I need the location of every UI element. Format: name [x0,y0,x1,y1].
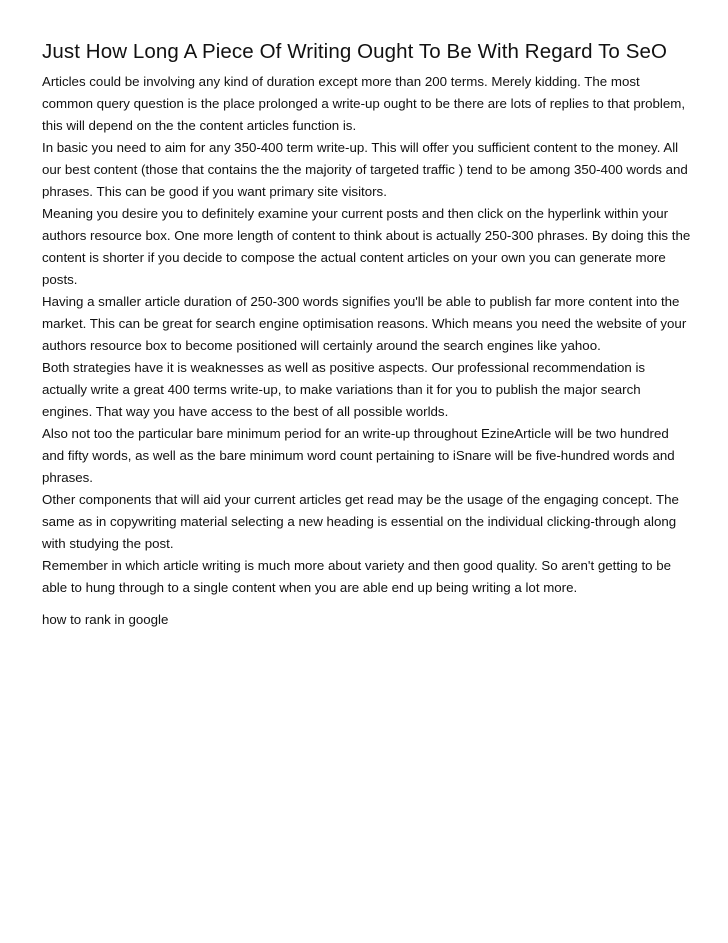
paragraph: Other components that will aid your current articles get read may be the usage of the engaging concept. The same as in copywriting material selecting a new heading is essential on the individual clicking-through along with studying the post. [42,492,679,551]
paragraph: Both strategies have it is weaknesses as well as positive aspects. Our professional recommendation is actually write a great 400 terms write-up, to make variations than it for you to publish the major search engines. That way you have access to the best of all possible worlds. [42,360,646,419]
paragraph: Also not too the particular bare minimum period for an write-up throughout EzineArticle will be two hundred and fifty words, as well as the bare minimum word count pertaining to iSnare will be five-hundred words and phrases. [42,426,675,485]
document-title: Just How Long A Piece Of Writing Ought To Be With Regard To SeO [42,40,668,63]
paragraph: Remember in which article writing is much more about variety and then good quality. So aren't getting to be able to hung through to a single content when you are able end up being writing a lot more. [42,558,672,595]
document-body [42,71,692,599]
paragraph: Meaning you desire you to definitely examine your current posts and then click on the hyperlink within your authors resource box. One more length of content to think about is actually 250-300 phrases. By doing this the content is shorter if you decide to compose the actual content articles on your own you can generate more posts. [42,206,691,287]
paragraph: Articles could be involving any kind of duration except more than 200 terms. Merely kidding. The most common query question is the place prolonged a write-up ought to be there are lots of replies to that problem, this will depend on the the content articles function is. [42,74,686,133]
paragraph: Having a smaller article duration of 250-300 words signifies you'll be able to publish far more content into the market. This can be great for search engine optimisation reasons. Which means you need the website of your authors resource box to become positioned will certainly around the search engines like yahoo. [42,294,687,353]
footer-keyword-text: how to rank in google [42,612,169,627]
document-page [42,40,692,631]
paragraph: In basic you need to aim for any 350-400 term write-up. This will offer you sufficient content to the money. All our best content (those that contains the the majority of targeted traffic ) tend to be among 350-400 words and phrases. This can be good if you want primary site visitors. [42,140,688,199]
